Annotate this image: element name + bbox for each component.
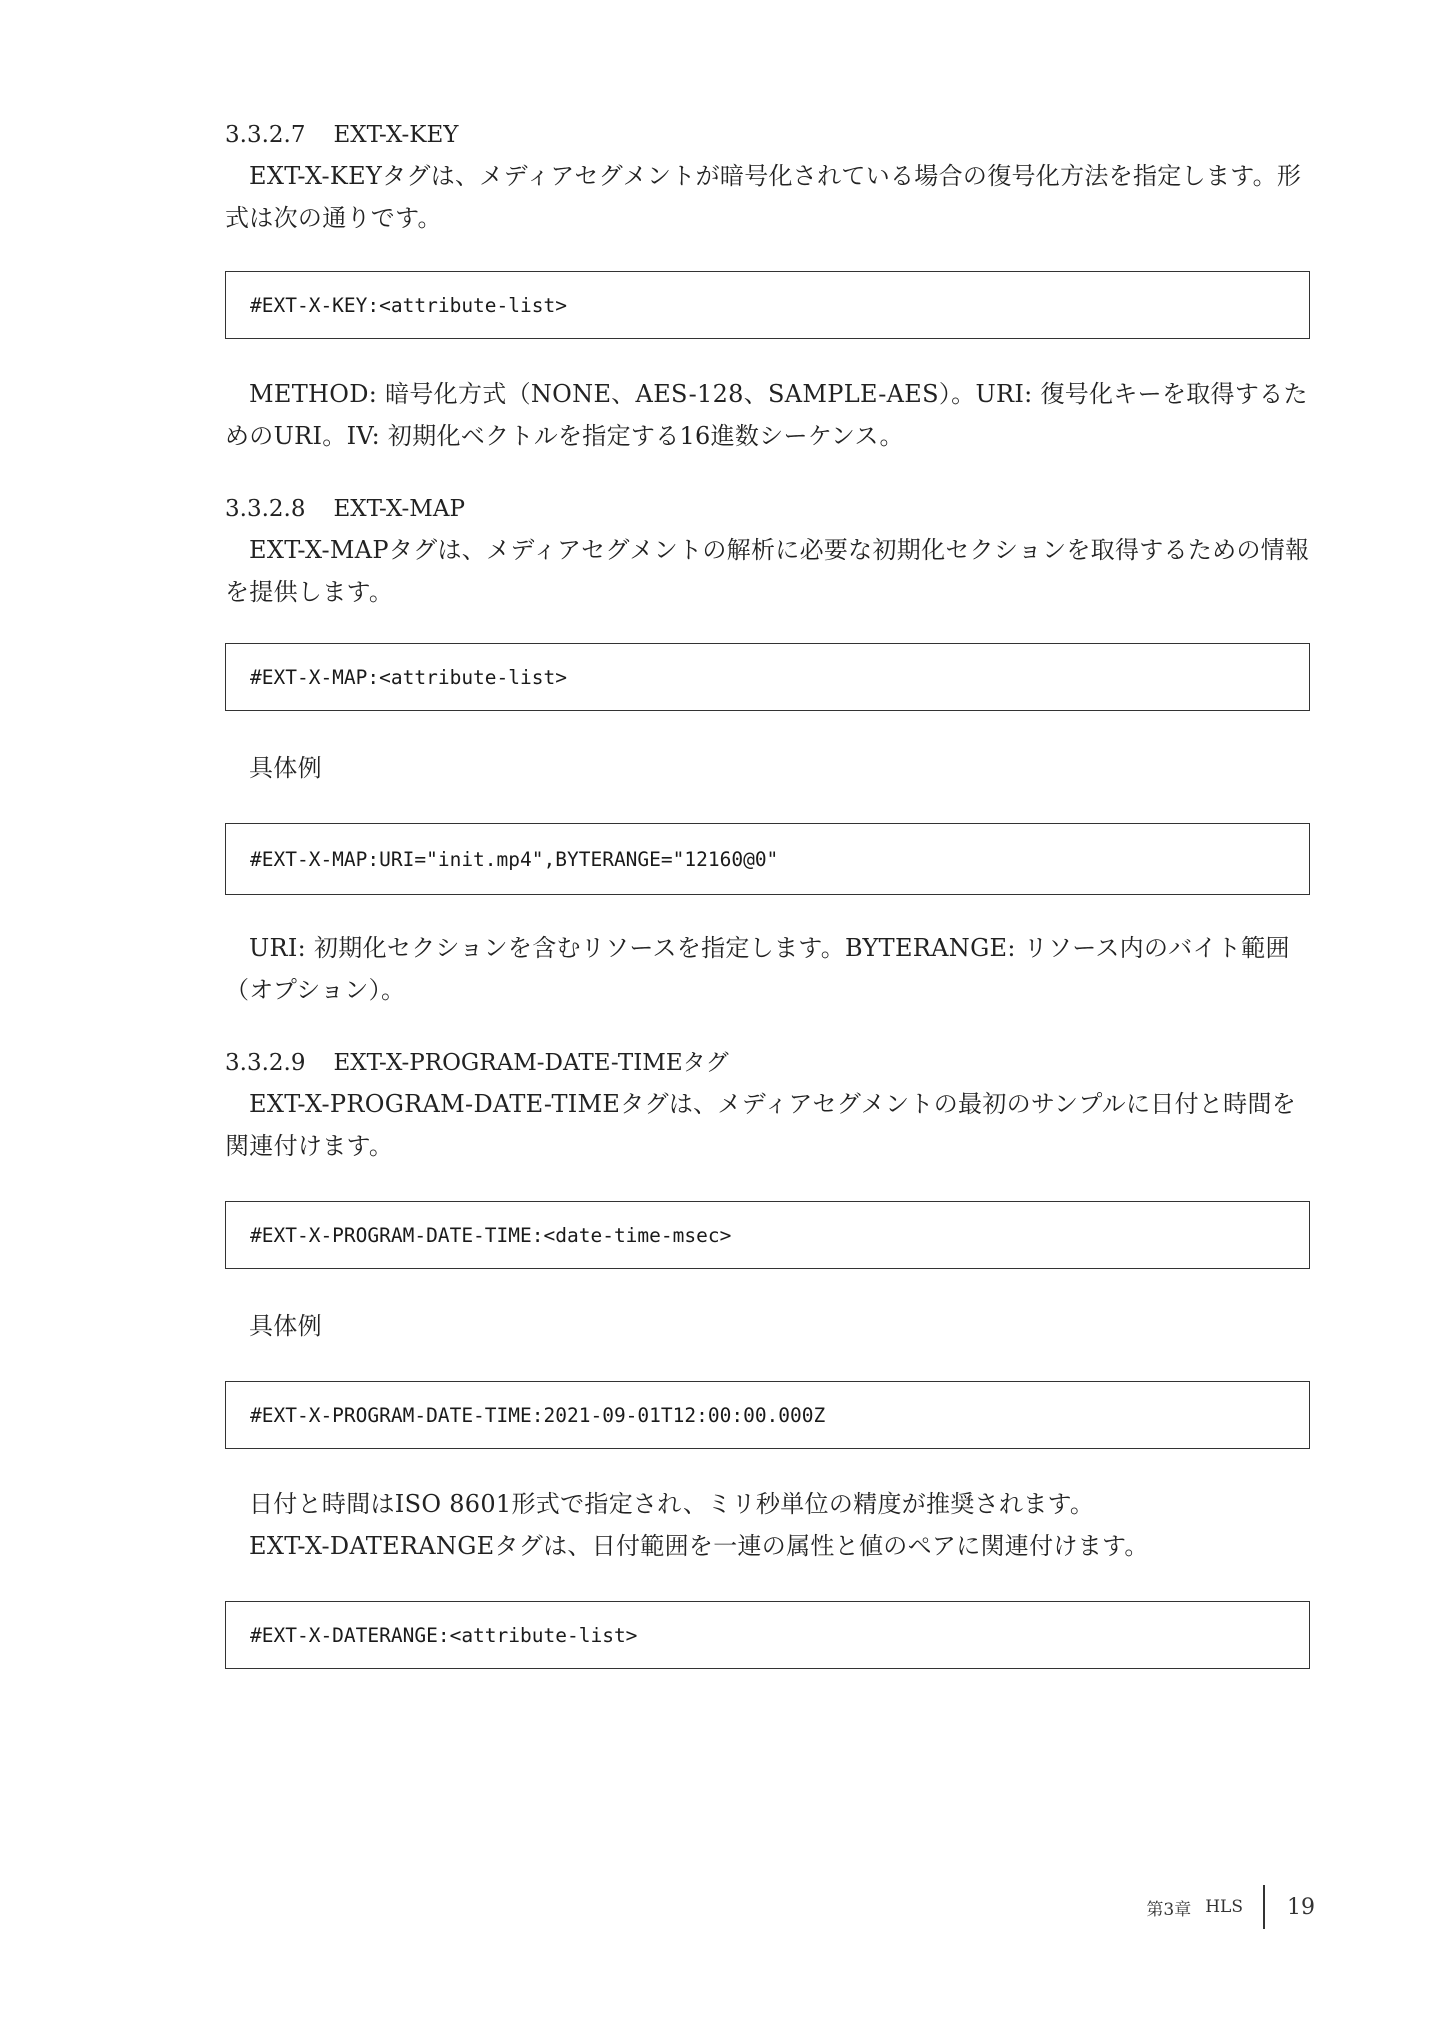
section-number: 3.3.2.7 <box>225 122 306 148</box>
example-label: 具体例 <box>249 754 322 782</box>
paragraph-iso-8601-note: 日付と時間はISO 8601形式で指定され、ミリ秒単位の精度が推奨されます。 <box>249 1490 1095 1518</box>
footer-chapter: 第3章 <box>1146 1899 1192 1920</box>
section-title: EXT-X-PROGRAM-DATE-TIMEタグ <box>333 1050 729 1076</box>
page-content <box>225 115 1310 1669</box>
page-number: 19 <box>1287 1894 1315 1920</box>
section-number: 3.3.2.8 <box>225 496 306 522</box>
code-block-ext-x-program-date-time: #EXT-X-PROGRAM-DATE-TIME:<date-time-msec> <box>225 1201 1310 1269</box>
footer-divider <box>1263 1885 1265 1929</box>
section-title: EXT-X-MAP <box>333 496 465 522</box>
footer-section: HLS <box>1205 1897 1243 1917</box>
code-block-ext-x-key: #EXT-X-KEY:<attribute-list> <box>225 271 1310 339</box>
page-footer <box>1146 1882 1315 1932</box>
paragraph-ext-x-key: EXT-X-KEYタグは、メディアセグメントが暗号化されている場合の復号化方法を指定します。形式は次の通りです。 <box>225 162 1302 232</box>
paragraph-ext-x-key-attributes: METHOD: 暗号化方式（NONE、AES-128、SAMPLE-AES）。URI: 復号化キーを取得するためのURI。IV: 初期化ベクトルを指定する16進数シーケンス。 <box>225 380 1308 450</box>
code-block-ext-x-program-date-time-example: #EXT-X-PROGRAM-DATE-TIME:2021-09-01T12:00:00.000Z <box>225 1381 1310 1449</box>
paragraph-ext-x-daterange: EXT-X-DATERANGEタグは、日付範囲を一連の属性と値のペアに関連付けます。 <box>249 1532 1149 1560</box>
paragraph-ext-x-map-attributes: URI: 初期化セクションを含むリソースを指定します。BYTERANGE: リソース内のバイト範囲（オプション）。 <box>225 934 1290 1004</box>
section-number: 3.3.2.9 <box>225 1050 306 1076</box>
section-heading-ext-x-map <box>225 489 1310 529</box>
paragraph-ext-x-map: EXT-X-MAPタグは、メディアセグメントの解析に必要な初期化セクションを取得するための情報を提供します。 <box>225 536 1310 606</box>
code-block-ext-x-map-example: #EXT-X-MAP:URI="init.mp4",BYTERANGE="12160@0" <box>225 823 1310 895</box>
code-block-ext-x-map: #EXT-X-MAP:<attribute-list> <box>225 643 1310 711</box>
code-block-ext-x-daterange: #EXT-X-DATERANGE:<attribute-list> <box>225 1601 1310 1669</box>
example-label: 具体例 <box>249 1312 322 1340</box>
paragraph-ext-x-program-date-time: EXT-X-PROGRAM-DATE-TIMEタグは、メディアセグメントの最初のサンプルに日付と時間を関連付けます。 <box>225 1090 1297 1160</box>
section-heading-ext-x-key <box>225 115 1310 155</box>
section-title: EXT-X-KEY <box>333 122 459 148</box>
section-heading-ext-x-program-date-time <box>225 1043 1310 1083</box>
